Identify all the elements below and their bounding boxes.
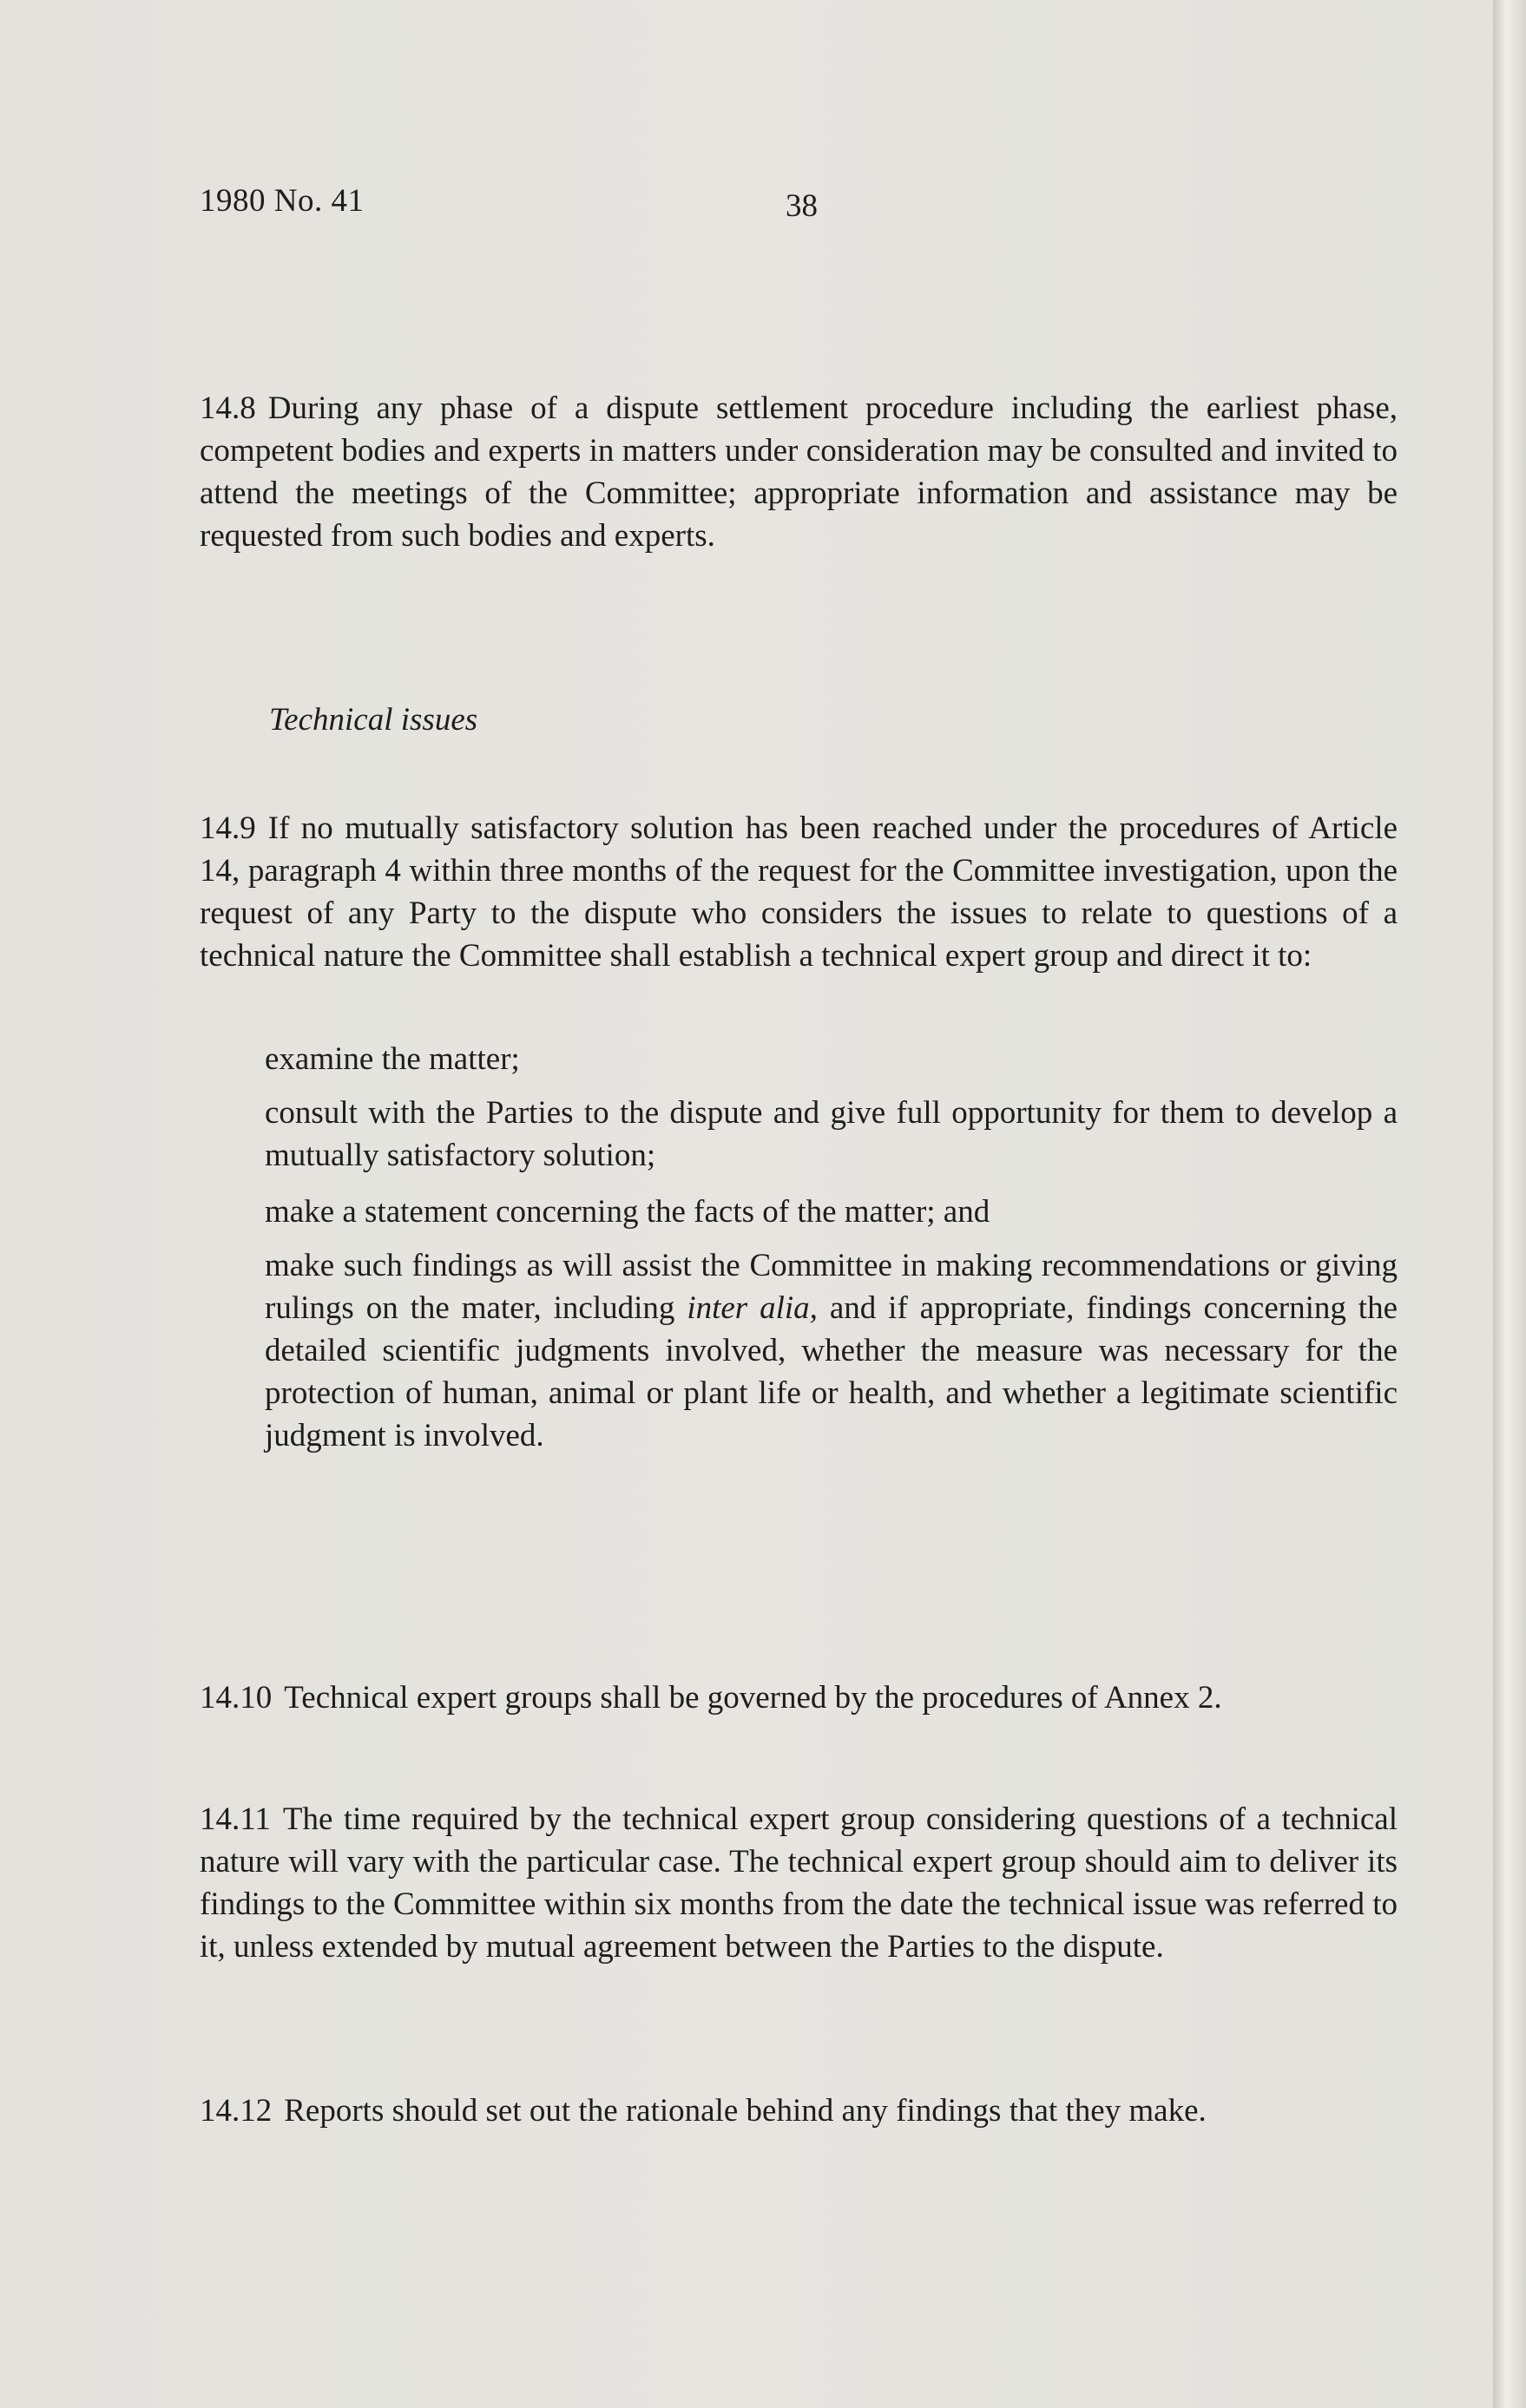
item-text-italic: inter alia, bbox=[687, 1290, 818, 1326]
paragraph-text: During any phase of a dispute settlement procedure including the earliest phase, competent bodies and experts in matters under consideration may be consulted and invited to attend the meetings of the Committee; appropriate information and assistance may be requested from such bodies and experts. bbox=[200, 390, 1398, 554]
paragraph-14-9 bbox=[200, 807, 1398, 977]
paragraph-number: 14.10 bbox=[200, 1680, 273, 1716]
paragraph-14-10 bbox=[200, 1676, 1398, 1719]
paragraph-number: 14.8 bbox=[200, 390, 256, 426]
paragraph-text: If no mutually satisfactory solution has been reached under the procedures of Article 14, paragraph 4 within three months of the request for the Committee investigation, upon the request of any Party to the dispute who considers the issues to relate to questions of a technical nature the Committee shall establish a technical expert group and direct it to: bbox=[200, 810, 1398, 974]
page-edge bbox=[1493, 0, 1526, 2408]
item-text: and if appropriate, findings concerning the detailed scientific judgments involved, whether the measure was necessary for the protection of human, animal or plant life or health, and whether a legitimate scientific judgment is involved. bbox=[265, 1290, 1398, 1453]
paragraph-14-11 bbox=[200, 1798, 1398, 1968]
paragraph-text: The time required by the technical expert group considering questions of a technical nature will vary with the particular case. The technical expert group should aim to deliver its findings to the Committee within six months from the date the technical issue was referred to it, unless extended by mutual agreement between the Parties to the dispute. bbox=[200, 1801, 1398, 1965]
paragraph-number: 14.11 bbox=[200, 1801, 271, 1837]
paragraph-text: Technical expert groups shall be governed by the procedures of Annex 2. bbox=[284, 1680, 1222, 1716]
list-item bbox=[265, 1244, 1398, 1457]
paragraph-14-8 bbox=[200, 387, 1398, 557]
page-number: 38 bbox=[786, 188, 818, 224]
page-header: 1980 No. 41 bbox=[200, 183, 365, 219]
list-item: examine the matter; bbox=[265, 1041, 520, 1077]
item-text: make such findings as will assist the Committee in making recommendations or giving rulings on the mater, including bbox=[265, 1248, 1398, 1326]
list-item: make a statement concerning the facts of the matter; and bbox=[265, 1194, 990, 1230]
list-item: consult with the Parties to the dispute and give full opportunity for them to develop a mutually satisfactory solution; bbox=[265, 1095, 1398, 1173]
paragraph-number: 14.9 bbox=[200, 810, 256, 846]
paragraph-number: 14.12 bbox=[200, 2093, 273, 2129]
paragraph-text: Reports should set out the rationale behind any findings that they make. bbox=[284, 2093, 1207, 2129]
section-heading: Technical issues bbox=[269, 702, 478, 738]
paragraph-14-12 bbox=[200, 2090, 1398, 2132]
